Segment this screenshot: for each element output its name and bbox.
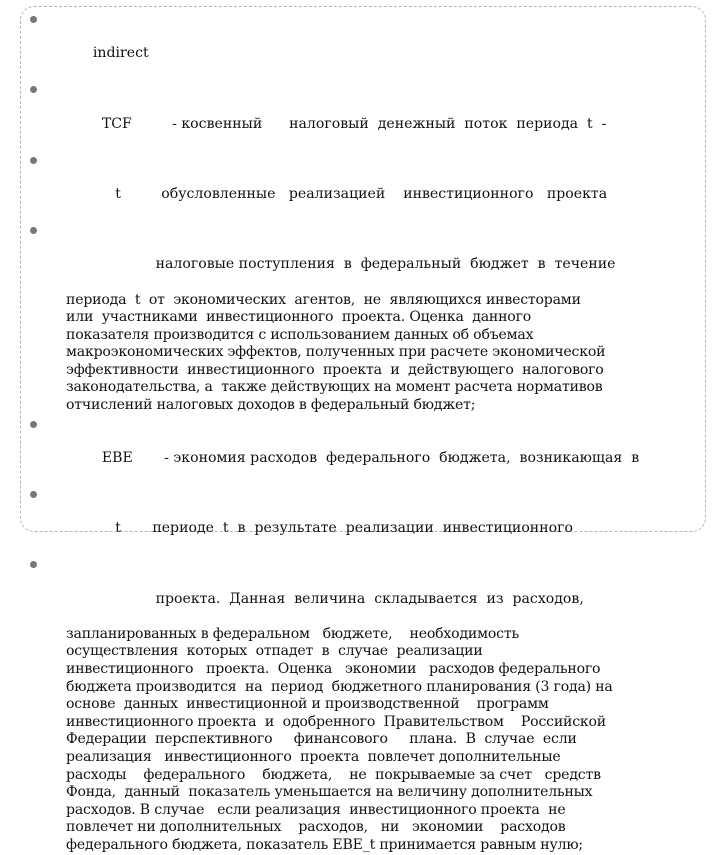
bullet-text: TCF - косвенный налоговый денежный поток периода t - [92,115,607,132]
bullet-dot-icon [30,491,37,498]
paragraph-line: Федерации перспективного финансового плана. В случае если [66,731,577,748]
paragraph-line: реализация инвестиционного проекта повлечет дополнительные [66,748,561,765]
paragraph-line: показателя производится с использованием данных об объемах [66,326,534,343]
bullet-t-subscript [28,151,688,221]
bullet-text: проекта. Данная величина складывается из расходов, [92,590,584,607]
bullet-indirect [28,10,688,80]
bullet-ebe [28,415,688,485]
paragraph-line: инвестиционного проекта и одобренного Правительством Российской [66,713,606,730]
bullet-t-subscript-2 [28,485,688,555]
paragraph-line: эффективности инвестиционного проекта и действующего налогового [66,361,604,378]
bullet-dot-icon [30,227,37,234]
bullet-dot-icon [30,561,37,568]
slide-content [28,10,688,855]
bullet-dot-icon [30,16,37,23]
paragraph-line: основе данных инвестиционной и производственной программ [66,696,549,713]
bullet-text: indirect [92,45,149,62]
bullet-project-value [28,555,688,625]
bullet-text: налоговые поступления в федеральный бюджет в течение [92,256,616,273]
paragraph-line: Фонда, данный показатель уменьшается на величину дополнительных [66,784,593,801]
paragraph-line: отчислений налоговых доходов в федеральный бюджет; [66,397,476,414]
paragraph-line: законодательства, а также действующих на момент расчета нормативов [66,379,603,396]
paragraph-line: федерального бюджета, показатель EBE_t принимается равным нулю; [66,836,583,853]
bullet-text: EBE - экономия расходов федерального бюджета, возникающая в [92,449,640,466]
paragraph-line: или участниками инвестиционного проекта. Оценка данного [66,309,532,326]
bullet-text: t периоде t в результате реализации инвестиционного [92,520,573,537]
paragraph-line: расходы федерального бюджета, не покрываемые за счет средств [66,766,601,783]
bullet-dot-icon [30,86,37,93]
paragraph-line: периода t от экономических агентов, не являющихся инвесторами [66,291,581,308]
bullet-tax-receipts [28,221,688,291]
bullet-dot-icon [30,157,37,164]
bullet-text: t обусловленные реализацией инвестиционного проекта [92,185,608,202]
bullet-dot-icon [30,421,37,428]
bullet-tcf [28,80,688,150]
paragraph-line: бюджета производится на период бюджетного планирования (3 года) на [66,678,613,695]
paragraph-line: осуществления которых отпадет в случае реализации [66,643,483,660]
paragraph-line: инвестиционного проекта. Оценка экономии расходов федерального [66,660,601,677]
paragraph-line: запланированных в федеральном бюджете, необходимость [66,625,519,642]
paragraph-line: расходов. В случае если реализация инвестиционного проекта не [66,801,566,818]
paragraph-line: повлечет ни дополнительных расходов, ни экономии расходов [66,819,566,836]
paragraph-line: макроэкономических эффектов, полученных при расчете экономической [66,344,606,361]
